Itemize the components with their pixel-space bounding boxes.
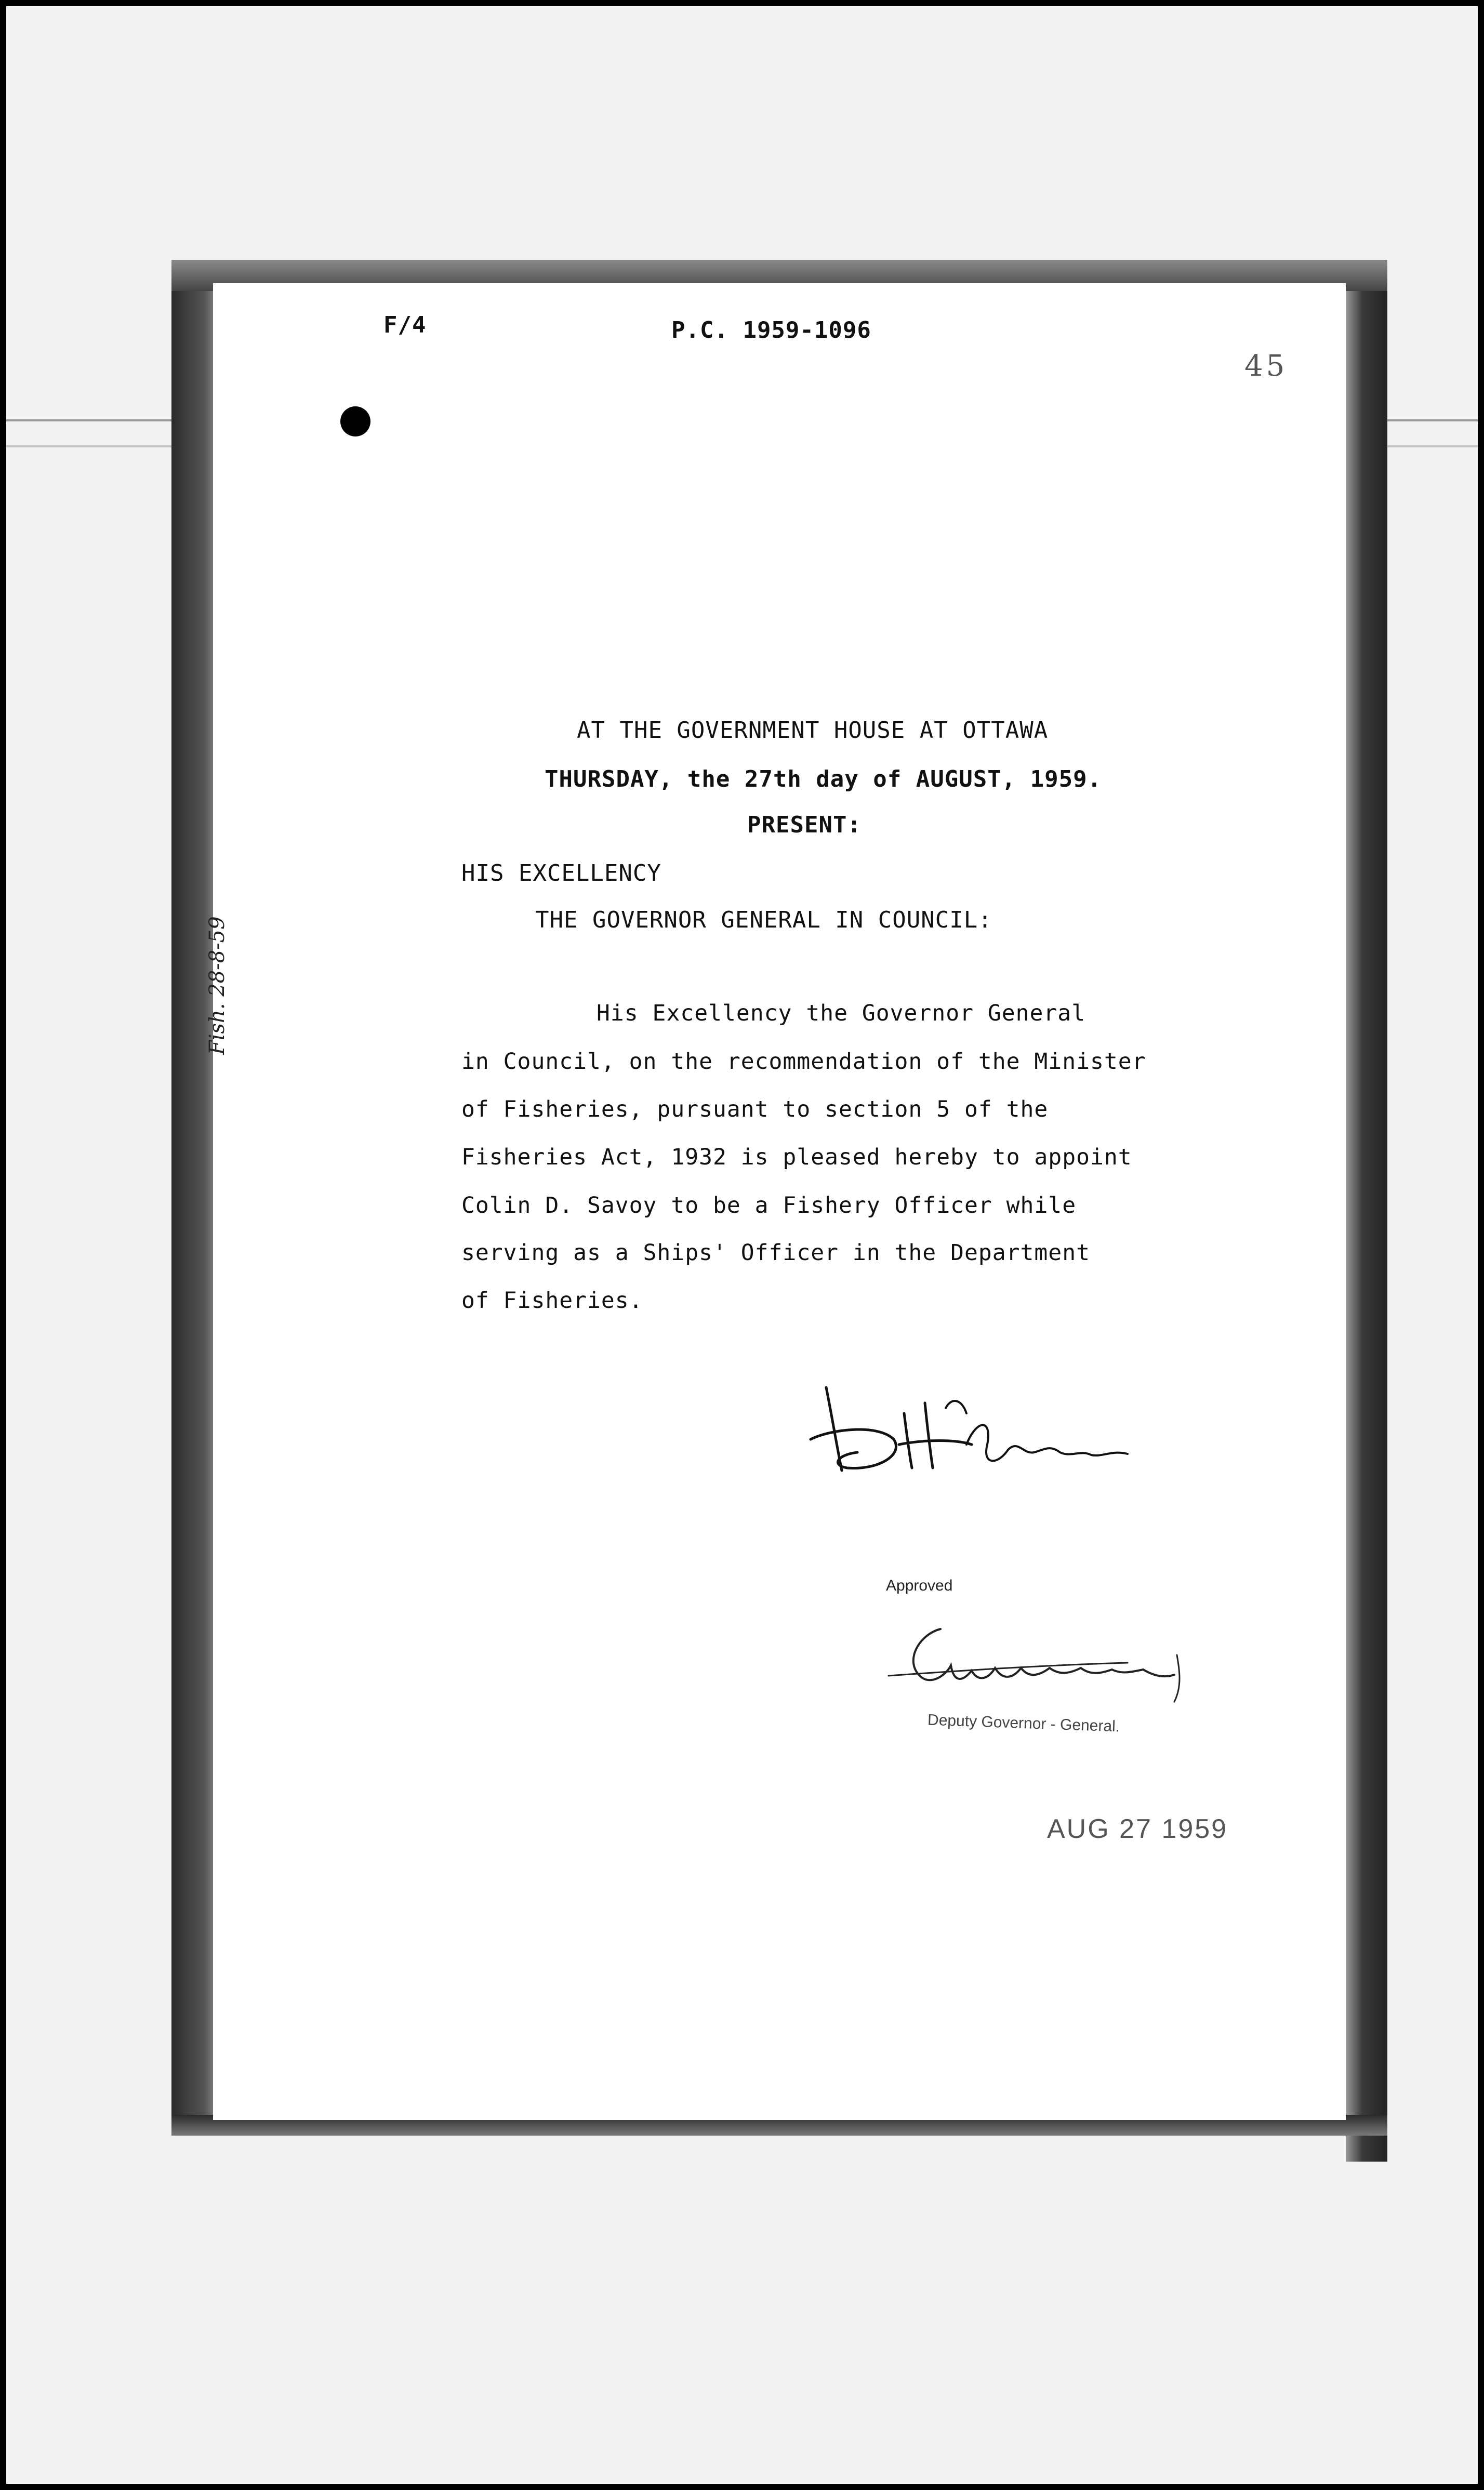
file-mark: F/4 (383, 312, 427, 338)
body-line-3: of Fisheries, pursuant to section 5 of the (461, 1096, 1049, 1122)
clerk-signature (800, 1367, 1133, 1486)
page-number: 45 (1244, 349, 1288, 383)
body-line-1: His Excellency the Governor General (597, 1000, 1086, 1026)
present-label: PRESENT: (747, 812, 862, 838)
page-shadow-right (1346, 291, 1387, 2162)
margin-annotation: Fish. 28-8-59 (205, 916, 229, 1055)
salutation-line-2: THE GOVERNOR GENERAL IN COUNCIL: (535, 907, 992, 933)
order-number: P.C. 1959-1096 (671, 317, 871, 343)
date-stamp: AUG 27 1959 (1047, 1814, 1228, 1844)
approved-label: Approved (886, 1577, 953, 1594)
page-shadow-left (171, 291, 218, 2130)
date-line: THURSDAY, the 27th day of AUGUST, 1959. (545, 766, 1102, 792)
body-line-7: of Fisheries. (461, 1288, 643, 1314)
body-line-5: Colin D. Savoy to be a Fishery Officer while (461, 1193, 1077, 1218)
location-heading: AT THE GOVERNMENT HOUSE AT OTTAWA (577, 717, 1049, 744)
body-line-4: Fisheries Act, 1932 is pleased hereby to appoint (461, 1144, 1132, 1170)
deputy-governor-title: Deputy Governor - General. (927, 1711, 1120, 1736)
deputy-signature (883, 1613, 1205, 1707)
salutation-line-1: HIS EXCELLENCY (461, 860, 661, 886)
body-line-2: in Council, on the recommendation of the Minister (461, 1049, 1146, 1075)
body-line-6: serving as a Ships' Officer in the Department (461, 1240, 1090, 1266)
punch-hole (340, 406, 370, 436)
